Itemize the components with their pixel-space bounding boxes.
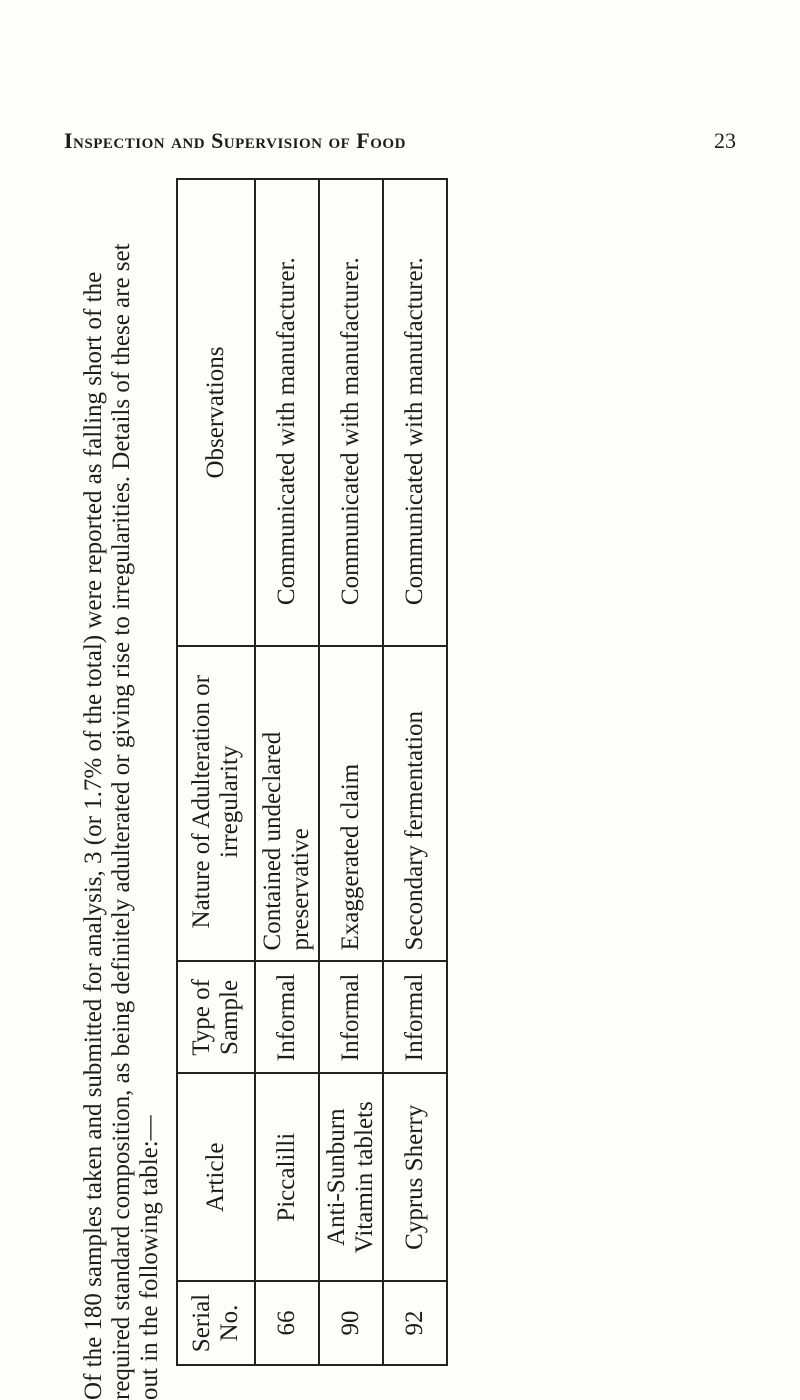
header-observations: Observations bbox=[177, 179, 255, 646]
cell-observations: Communicated with manufacturer. bbox=[383, 179, 447, 646]
adulteration-table bbox=[176, 178, 448, 1366]
cell-serial: 90 bbox=[319, 1281, 383, 1365]
header-type: Type of Sample bbox=[177, 961, 255, 1073]
intro-line: Of the 180 samples taken and submitted for analysis, 3 (or 1.7% of the total) were reported as falling short of the bbox=[80, 271, 107, 1400]
table-row bbox=[255, 179, 319, 1365]
cell-observations: Communicated with manufacturer. bbox=[255, 179, 319, 646]
cell-nature: Secondary fermentation bbox=[383, 646, 447, 961]
header-serial: Serial No. bbox=[177, 1281, 255, 1365]
header-nature: Nature of Adulteration or irregularity bbox=[177, 646, 255, 961]
header-article: Article bbox=[177, 1073, 255, 1281]
cell-nature: Contained undeclared preservative bbox=[255, 646, 319, 961]
cell-article: Anti-Sunburn Vitamin tablets bbox=[319, 1073, 383, 1281]
cell-serial: 66 bbox=[255, 1281, 319, 1365]
cell-observations: Communicated with manufacturer. bbox=[319, 179, 383, 646]
table-row bbox=[383, 179, 447, 1365]
cell-serial: 92 bbox=[383, 1281, 447, 1365]
intro-line: required standard composition, as being definitely adulterated or giving rise to irregularities. Details of these are set bbox=[108, 243, 135, 1400]
intro-paragraph bbox=[80, 190, 164, 1400]
table-header-row bbox=[177, 179, 255, 1365]
cell-type: Informal bbox=[255, 961, 319, 1073]
cell-article: Cyprus Sherry bbox=[383, 1073, 447, 1281]
cell-article: Piccalilli bbox=[255, 1073, 319, 1281]
page-header bbox=[64, 128, 736, 162]
rotated-content bbox=[80, 170, 760, 1400]
cell-type: Informal bbox=[319, 961, 383, 1073]
page-number: 23 bbox=[714, 128, 736, 153]
cell-nature: Exaggerated claim bbox=[319, 646, 383, 961]
table-row bbox=[319, 179, 383, 1365]
intro-line: out in the following table:— bbox=[136, 1115, 163, 1400]
cell-type: Informal bbox=[383, 961, 447, 1073]
running-title: Inspection and Supervision of Food bbox=[64, 128, 406, 153]
